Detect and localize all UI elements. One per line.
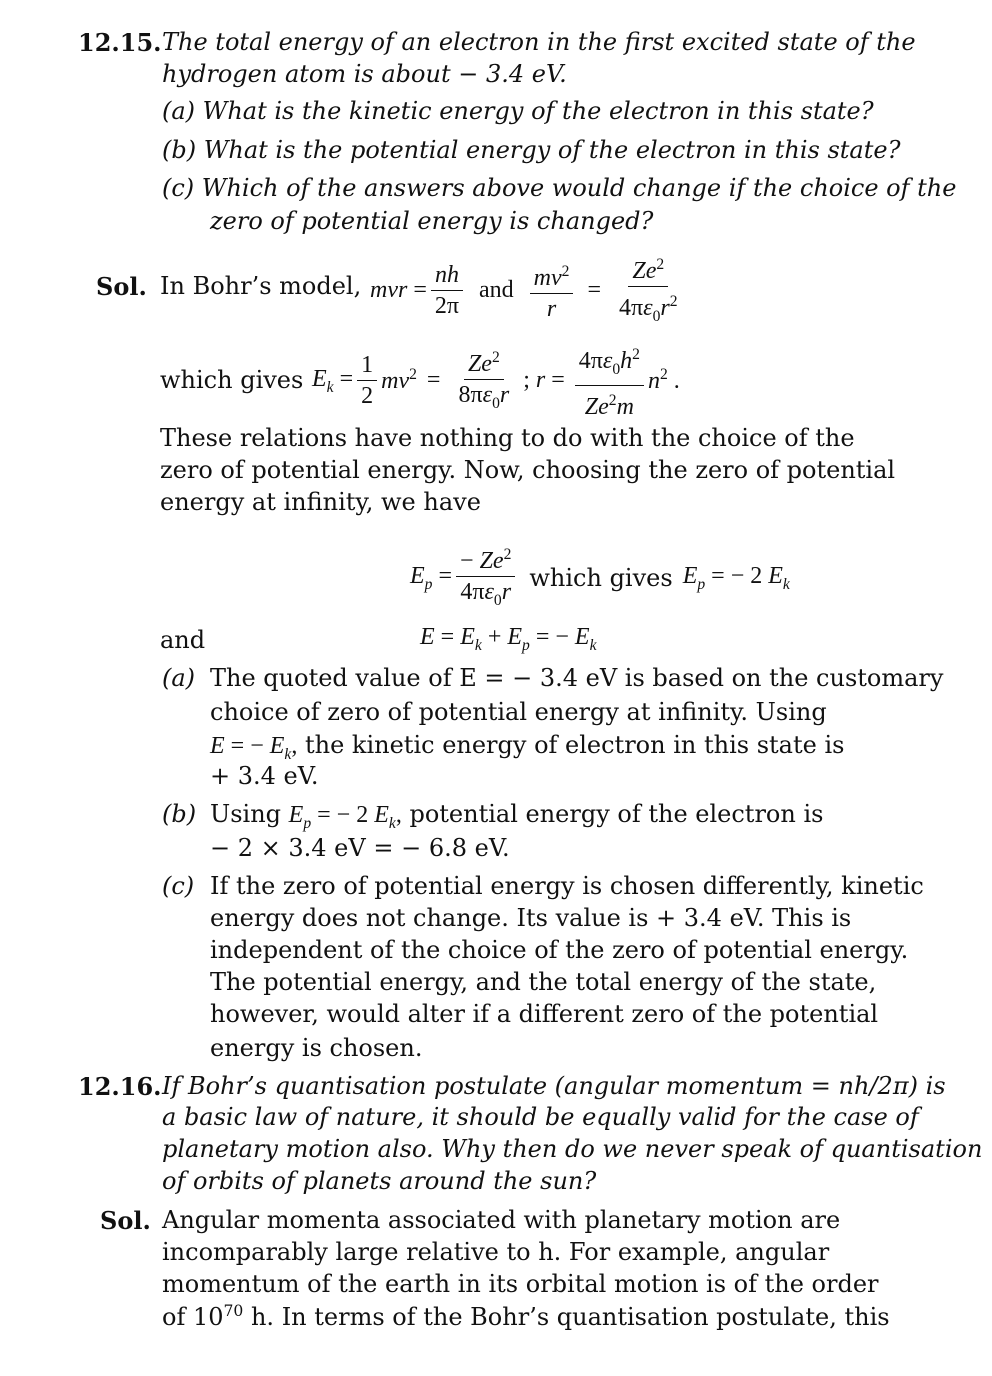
and-word: and bbox=[479, 277, 514, 304]
question-part-c-line1: (c) Which of the answers above would change if the choice of the bbox=[162, 174, 957, 202]
potential-energy-equation: $E_p$ = $\frac{- Ze^2}{4\pi\varepsilon_0r}$ which gives $E_p$ = − 2 $E_k$ bbox=[410, 540, 790, 616]
solution-12-16-exponent: 70 bbox=[223, 1302, 244, 1320]
solution-12-16-line4-a: of 10 bbox=[162, 1303, 224, 1331]
answer-b-line2: − 2 × 3.4 eV = − 6.8 eV. bbox=[210, 834, 510, 862]
solution-12-16-line2: incomparably large relative to h. For example, angular bbox=[162, 1238, 830, 1266]
solution-12-16-label: Sol. bbox=[100, 1206, 151, 1235]
answer-a-line3-text: the kinetic energy of electron in this state is bbox=[304, 731, 845, 759]
solution-intro: In Bohr’s model, bbox=[160, 272, 362, 300]
and-label: and bbox=[160, 626, 206, 654]
answer-a-label: (a) bbox=[162, 664, 196, 692]
paragraph-line1: These relations have nothing to do with the choice of the bbox=[160, 424, 855, 452]
answer-a-line3: E = − $E_k$, the kinetic energy of electron in this state is bbox=[210, 731, 845, 763]
solution-12-16-line4 bbox=[162, 1302, 890, 1331]
answer-b-line1: Using $E_p$ = − 2 $E_k$, potential energy of the electron is bbox=[210, 800, 824, 832]
question-text-line2: hydrogen atom is about − 3.4 eV. bbox=[162, 60, 567, 88]
answer-c-label: (c) bbox=[162, 872, 195, 900]
paragraph-line2: zero of potential energy. Now, choosing the zero of potential bbox=[160, 456, 896, 484]
solution-12-16-line4-b: h. In terms of the Bohr’s quantisation postulate, this bbox=[243, 1303, 890, 1331]
answer-c-line1: If the zero of potential energy is chosen differently, kinetic bbox=[210, 872, 924, 900]
question-12-16-line3: planetary motion also. Why then do we never speak of quantisation bbox=[162, 1135, 983, 1163]
question-12-16-line4: of orbits of planets around the sun? bbox=[162, 1167, 597, 1195]
answer-c-line5: however, would alter if a different zero of the potential bbox=[210, 1000, 879, 1028]
question-number-12-16: 12.16. bbox=[78, 1072, 162, 1101]
solution-label: Sol. bbox=[96, 272, 147, 301]
answer-a-line2: choice of zero of potential energy at infinity. Using bbox=[210, 698, 827, 726]
total-energy-equation: $E = E_k + E_p$ = − $E_k$ bbox=[420, 624, 597, 654]
solution-12-16-line3: momentum of the earth in its orbital motion is of the order bbox=[162, 1270, 879, 1298]
question-part-a: (a) What is the kinetic energy of the electron in this state? bbox=[162, 97, 874, 125]
bohr-equation: mvr = $\frac{nh}{2\pi}$ and $\frac{mv^2}{r}$ = $\frac{Ze^2}{4\pi\varepsilon_0r^2}$ bbox=[370, 250, 686, 332]
question-12-16-line1: If Bohr’s quantisation postulate (angular momentum = nh/2π) is bbox=[162, 1072, 946, 1100]
paragraph-line3: energy at infinity, we have bbox=[160, 488, 481, 516]
question-number-12-15: 12.15. bbox=[78, 28, 162, 57]
answer-c-line2: energy does not change. Its value is + 3.4 eV. This is bbox=[210, 904, 852, 932]
answer-c-line6: energy is chosen. bbox=[210, 1034, 423, 1062]
answer-a-line4: + 3.4 eV. bbox=[210, 762, 319, 790]
kinetic-energy-equation: $E_k$ = $\frac{1}{2}$ $mv^2$ = $\frac{Ze^2}{8\pi\varepsilon_0r}$ ; r = $\frac{4\pi\varepsilon_0h^2}{Ze^2m}$ $n^2$ . bbox=[312, 340, 680, 422]
answer-b-label: (b) bbox=[162, 800, 197, 828]
answer-b-line1-text: potential energy of the electron is bbox=[409, 800, 824, 828]
which-gives-label-2: which gives bbox=[529, 563, 673, 592]
question-part-b: (b) What is the potential energy of the electron in this state? bbox=[162, 136, 901, 164]
which-gives-label: which gives bbox=[160, 366, 304, 394]
answer-c-line3: independent of the choice of the zero of potential energy. bbox=[210, 936, 909, 964]
question-12-16-line2: a basic law of nature, it should be equally valid for the case of bbox=[162, 1103, 919, 1131]
answer-a-line1: The quoted value of E = − 3.4 eV is based on the customary bbox=[210, 664, 944, 692]
question-part-c-line2: zero of potential energy is changed? bbox=[210, 207, 654, 235]
solution-12-16-line1: Angular momenta associated with planetary motion are bbox=[162, 1206, 841, 1234]
question-text-line1: The total energy of an electron in the first excited state of the bbox=[162, 28, 916, 56]
answer-c-line4: The potential energy, and the total energy of the state, bbox=[210, 968, 877, 996]
